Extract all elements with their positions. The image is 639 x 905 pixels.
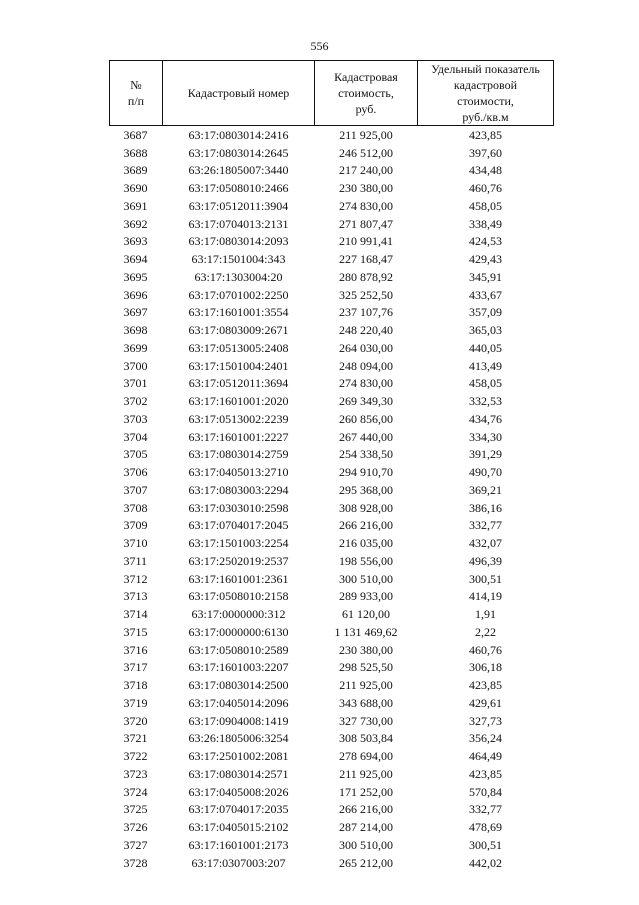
row-number: 3699 bbox=[123, 340, 148, 355]
row-number: 3712 bbox=[123, 571, 148, 586]
cadastral-value: 298 525,50 bbox=[339, 660, 393, 675]
cadastral-value: 1 131 469,62 bbox=[334, 624, 398, 639]
unit-value: 442,02 bbox=[469, 855, 502, 870]
row-number: 3719 bbox=[123, 695, 148, 710]
row-number: 3711 bbox=[123, 553, 148, 568]
row-number: 3716 bbox=[123, 642, 148, 657]
unit-value: 460,76 bbox=[469, 642, 502, 657]
cadastral-number: 63:17:0803014:2500 bbox=[188, 678, 289, 693]
table-row bbox=[110, 463, 554, 481]
table-row bbox=[110, 233, 554, 251]
unit-value: 434,48 bbox=[469, 163, 502, 178]
table-row bbox=[110, 818, 554, 836]
table-row bbox=[110, 126, 554, 144]
cadastral-number: 63:17:1601001:2173 bbox=[188, 837, 289, 852]
table-row bbox=[110, 570, 554, 588]
cadastral-number: 63:17:1601001:2361 bbox=[188, 571, 289, 586]
cadastral-value: 61 120,00 bbox=[342, 607, 390, 622]
row-number: 3692 bbox=[123, 216, 148, 231]
cadastral-number: 63:17:0904008:1419 bbox=[188, 713, 289, 728]
cadastral-number: 63:17:0803014:2645 bbox=[188, 145, 289, 160]
unit-value: 464,49 bbox=[469, 749, 502, 764]
row-number: 3707 bbox=[123, 482, 148, 497]
cadastral-value: 267 440,00 bbox=[339, 429, 393, 444]
cadastral-value: 198 556,00 bbox=[339, 553, 393, 568]
row-number: 3696 bbox=[123, 287, 148, 302]
table-row bbox=[110, 446, 554, 464]
cadastral-value: 287 214,00 bbox=[339, 820, 393, 835]
cadastral-value: 274 830,00 bbox=[339, 198, 393, 213]
row-number: 3704 bbox=[123, 429, 148, 444]
row-number: 3689 bbox=[123, 163, 148, 178]
unit-value: 300,51 bbox=[469, 571, 502, 586]
unit-value: 334,30 bbox=[469, 429, 502, 444]
cadastral-number: 63:17:1601001:2227 bbox=[188, 429, 289, 444]
unit-value: 458,05 bbox=[469, 198, 502, 213]
table-row bbox=[110, 712, 554, 730]
unit-value: 386,16 bbox=[469, 500, 502, 515]
cadastral-number: 63:17:0701002:2250 bbox=[188, 287, 289, 302]
row-number: 3721 bbox=[123, 731, 148, 746]
unit-value: 570,84 bbox=[469, 784, 502, 799]
table-row bbox=[110, 605, 554, 623]
table-body bbox=[110, 126, 554, 872]
header-row bbox=[110, 61, 554, 126]
table-row bbox=[110, 659, 554, 677]
row-number: 3698 bbox=[123, 323, 148, 338]
cadastral-value: 260 856,00 bbox=[339, 411, 393, 426]
table-row bbox=[110, 730, 554, 748]
table-row bbox=[110, 268, 554, 286]
table-row bbox=[110, 428, 554, 446]
cadastral-number: 63:17:0508010:2158 bbox=[188, 589, 289, 604]
cadastral-number: 63:17:1501003:2254 bbox=[188, 536, 289, 551]
header-line: стоимости, bbox=[457, 94, 514, 108]
row-number: 3702 bbox=[123, 394, 148, 409]
unit-value: 345,91 bbox=[469, 269, 502, 284]
unit-value: 433,67 bbox=[469, 287, 502, 302]
unit-value: 414,19 bbox=[469, 589, 502, 604]
unit-value: 356,24 bbox=[469, 731, 502, 746]
cadastral-value: 264 030,00 bbox=[339, 340, 393, 355]
cadastral-number: 63:17:0405014:2096 bbox=[188, 695, 289, 710]
row-number: 3727 bbox=[123, 837, 148, 852]
table-row bbox=[110, 588, 554, 606]
row-number: 3690 bbox=[123, 181, 148, 196]
unit-value: 332,77 bbox=[469, 802, 502, 817]
cadastral-value: 327 730,00 bbox=[339, 713, 393, 728]
cadastral-value: 217 240,00 bbox=[339, 163, 393, 178]
cadastral-value: 289 933,00 bbox=[339, 589, 393, 604]
cadastral-value: 230 380,00 bbox=[339, 181, 393, 196]
unit-value: 300,51 bbox=[469, 837, 502, 852]
cadastral-number: 63:17:0704017:2045 bbox=[188, 518, 289, 533]
header-cadastral-number bbox=[163, 61, 315, 126]
row-number: 3693 bbox=[123, 234, 148, 249]
table-row bbox=[110, 410, 554, 428]
row-number: 3694 bbox=[123, 252, 148, 267]
table-row bbox=[110, 747, 554, 765]
table-row bbox=[110, 641, 554, 659]
cadastral-value: 248 220,40 bbox=[339, 323, 393, 338]
table-row bbox=[110, 552, 554, 570]
header-line: Кадастровая bbox=[334, 70, 398, 84]
row-number: 3706 bbox=[123, 465, 148, 480]
cadastral-number: 63:17:0303010:2598 bbox=[188, 500, 289, 515]
table-row bbox=[110, 517, 554, 535]
row-number: 3705 bbox=[123, 447, 148, 462]
cadastral-value: 343 688,00 bbox=[339, 695, 393, 710]
cadastral-number: 63:17:1303004:20 bbox=[194, 269, 283, 284]
unit-value: 327,73 bbox=[469, 713, 502, 728]
cadastral-number: 63:17:0405013:2710 bbox=[188, 465, 289, 480]
cadastral-number: 63:17:0704017:2035 bbox=[188, 802, 289, 817]
row-number: 3688 bbox=[123, 145, 148, 160]
row-number: 3708 bbox=[123, 500, 148, 515]
cadastral-number: 63:17:2502019:2537 bbox=[188, 553, 289, 568]
table-row bbox=[110, 783, 554, 801]
cadastral-number: 63:17:0000000:312 bbox=[191, 607, 286, 622]
table-row bbox=[110, 836, 554, 854]
table-row bbox=[110, 321, 554, 339]
header-line: Удельный показатель bbox=[431, 62, 540, 76]
cadastral-value: 308 503,84 bbox=[339, 731, 393, 746]
unit-value: 413,49 bbox=[469, 358, 502, 373]
cadastral-number: 63:17:0508010:2589 bbox=[188, 642, 289, 657]
cadastral-value: 246 512,00 bbox=[339, 145, 393, 160]
cadastral-number: 63:17:1601001:3554 bbox=[188, 305, 289, 320]
unit-value: 332,53 bbox=[469, 394, 502, 409]
cadastral-value: 278 694,00 bbox=[339, 749, 393, 764]
cadastral-number: 63:17:0803003:2294 bbox=[188, 482, 289, 497]
cadastral-number: 63:17:2501002:2081 bbox=[188, 749, 289, 764]
cadastral-number: 63:17:0508010:2466 bbox=[188, 181, 289, 196]
header-line: кадастровой bbox=[453, 78, 518, 92]
unit-value: 458,05 bbox=[469, 376, 502, 391]
unit-value: 496,39 bbox=[469, 553, 502, 568]
cadastral-value: 266 216,00 bbox=[339, 802, 393, 817]
table-row bbox=[110, 179, 554, 197]
cadastral-number: 63:17:0704013:2131 bbox=[188, 216, 289, 231]
unit-value: 424,53 bbox=[469, 234, 502, 249]
cadastral-value: 171 252,00 bbox=[339, 784, 393, 799]
unit-value: 369,21 bbox=[469, 482, 502, 497]
header-unit-value bbox=[418, 61, 554, 126]
table-row bbox=[110, 765, 554, 783]
table-row bbox=[110, 286, 554, 304]
cadastral-value: 300 510,00 bbox=[339, 571, 393, 586]
cadastral-value: 325 252,50 bbox=[339, 287, 393, 302]
row-number: 3717 bbox=[123, 660, 148, 675]
row-number: 3691 bbox=[123, 198, 148, 213]
cadastral-number: 63:17:0803014:2759 bbox=[188, 447, 289, 462]
row-number: 3710 bbox=[123, 536, 148, 551]
unit-value: 423,85 bbox=[469, 766, 502, 781]
cadastral-value: 211 925,00 bbox=[339, 678, 393, 693]
unit-value: 2,22 bbox=[475, 624, 496, 639]
row-number: 3718 bbox=[123, 678, 148, 693]
row-number: 3724 bbox=[123, 784, 148, 799]
cadastral-number: 63:17:0513002:2239 bbox=[188, 411, 289, 426]
unit-value: 357,09 bbox=[469, 305, 502, 320]
cadastral-number: 63:17:0000000:6130 bbox=[188, 624, 289, 639]
table-row bbox=[110, 304, 554, 322]
cadastral-value: 294 910,70 bbox=[339, 465, 393, 480]
unit-value: 332,77 bbox=[469, 518, 502, 533]
cadastral-number: 63:17:0405015:2102 bbox=[188, 820, 289, 835]
table-row bbox=[110, 197, 554, 215]
header-line: Кадастровый номер bbox=[187, 86, 290, 100]
unit-value: 490,70 bbox=[469, 465, 502, 480]
cadastral-value: 265 212,00 bbox=[339, 855, 393, 870]
table-row bbox=[110, 215, 554, 233]
table-row bbox=[110, 392, 554, 410]
row-number: 3697 bbox=[123, 305, 148, 320]
table-row bbox=[110, 357, 554, 375]
header-line: п/п bbox=[127, 94, 145, 108]
row-number: 3703 bbox=[123, 411, 148, 426]
cadastral-value: 266 216,00 bbox=[339, 518, 393, 533]
unit-value: 423,85 bbox=[469, 678, 502, 693]
table-row bbox=[110, 801, 554, 819]
table-row bbox=[110, 250, 554, 268]
cadastral-value: 227 168,47 bbox=[339, 252, 393, 267]
cadastral-number: 63:17:0512011:3694 bbox=[188, 376, 289, 391]
row-number: 3695 bbox=[123, 269, 148, 284]
cadastral-value: 300 510,00 bbox=[339, 837, 393, 852]
cadastral-number: 63:17:1601001:2020 bbox=[188, 394, 289, 409]
unit-value: 365,03 bbox=[469, 323, 502, 338]
cadastral-number: 63:17:1501004:343 bbox=[191, 252, 286, 267]
cadastral-value: 280 878,92 bbox=[339, 269, 393, 284]
row-number: 3715 bbox=[123, 624, 148, 639]
unit-value: 423,85 bbox=[469, 127, 502, 142]
cadastral-value: 308 928,00 bbox=[339, 500, 393, 515]
unit-value: 432,07 bbox=[469, 536, 502, 551]
row-number: 3723 bbox=[123, 766, 148, 781]
cadastral-number: 63:17:0803014:2571 bbox=[188, 766, 289, 781]
row-number: 3709 bbox=[123, 518, 148, 533]
cadastral-number: 63:17:1601003:2207 bbox=[188, 660, 289, 675]
row-number: 3687 bbox=[123, 127, 148, 142]
header-cadastral-value bbox=[315, 61, 418, 126]
unit-value: 397,60 bbox=[469, 145, 502, 160]
table-header bbox=[110, 61, 554, 126]
cadastral-number: 63:17:0803009:2671 bbox=[188, 323, 289, 338]
cadastral-value: 237 107,76 bbox=[339, 305, 393, 320]
table-row bbox=[110, 534, 554, 552]
unit-value: 338,49 bbox=[469, 216, 502, 231]
table-row bbox=[110, 339, 554, 357]
row-number: 3714 bbox=[123, 607, 148, 622]
table-row bbox=[110, 623, 554, 641]
cadastral-value: 269 349,30 bbox=[339, 394, 393, 409]
page-number: 556 bbox=[310, 39, 329, 53]
cadastral-value: 274 830,00 bbox=[339, 376, 393, 391]
cadastral-number: 63:17:0803014:2416 bbox=[188, 127, 289, 142]
unit-value: 429,43 bbox=[469, 252, 502, 267]
row-number: 3713 bbox=[123, 589, 148, 604]
header-line: № bbox=[130, 78, 142, 92]
header-number bbox=[110, 61, 163, 126]
cadastral-value: 271 807,47 bbox=[339, 216, 393, 231]
row-number: 3722 bbox=[123, 749, 148, 764]
cadastral-number: 63:26:1805007:3440 bbox=[188, 163, 289, 178]
cadastral-number: 63:17:0803014:2093 bbox=[188, 234, 289, 249]
cadastral-number: 63:17:0405008:2026 bbox=[188, 784, 289, 799]
header-line: стоимость, bbox=[338, 86, 394, 100]
unit-value: 434,76 bbox=[469, 411, 502, 426]
cadastral-number: 63:17:0512011:3904 bbox=[188, 198, 289, 213]
unit-value: 391,29 bbox=[469, 447, 502, 462]
row-number: 3701 bbox=[123, 376, 148, 391]
row-number: 3726 bbox=[123, 820, 148, 835]
table-row bbox=[110, 499, 554, 517]
cadastral-value: 211 925,00 bbox=[339, 766, 393, 781]
cadastral-table bbox=[109, 60, 554, 872]
unit-value: 306,18 bbox=[469, 660, 502, 675]
unit-value: 478,69 bbox=[469, 820, 502, 835]
table-row bbox=[110, 676, 554, 694]
cadastral-number: 63:17:0513005:2408 bbox=[188, 340, 289, 355]
table-row bbox=[110, 162, 554, 180]
cadastral-number: 63:17:0307003:207 bbox=[191, 855, 286, 870]
table-row bbox=[110, 375, 554, 393]
unit-value: 440,05 bbox=[469, 340, 502, 355]
header-line: руб./кв.м bbox=[462, 110, 509, 124]
row-number: 3728 bbox=[123, 855, 148, 870]
table-row bbox=[110, 854, 554, 872]
cadastral-number: 63:26:1805006:3254 bbox=[188, 731, 289, 746]
table-row bbox=[110, 144, 554, 162]
unit-value: 460,76 bbox=[469, 181, 502, 196]
unit-value: 1,91 bbox=[475, 607, 496, 622]
unit-value: 429,61 bbox=[469, 695, 502, 710]
row-number: 3700 bbox=[123, 358, 148, 373]
cadastral-value: 211 925,00 bbox=[339, 127, 393, 142]
row-number: 3720 bbox=[123, 713, 148, 728]
header-line: руб. bbox=[355, 102, 377, 116]
cadastral-value: 254 338,50 bbox=[339, 447, 393, 462]
table-row bbox=[110, 694, 554, 712]
row-number: 3725 bbox=[123, 802, 148, 817]
cadastral-value: 295 368,00 bbox=[339, 482, 393, 497]
cadastral-value: 248 094,00 bbox=[339, 358, 393, 373]
cadastral-value: 216 035,00 bbox=[339, 536, 393, 551]
cadastral-value: 210 991,41 bbox=[339, 234, 393, 249]
cadastral-number: 63:17:1501004:2401 bbox=[188, 358, 289, 373]
table-row bbox=[110, 481, 554, 499]
cadastral-value: 230 380,00 bbox=[339, 642, 393, 657]
